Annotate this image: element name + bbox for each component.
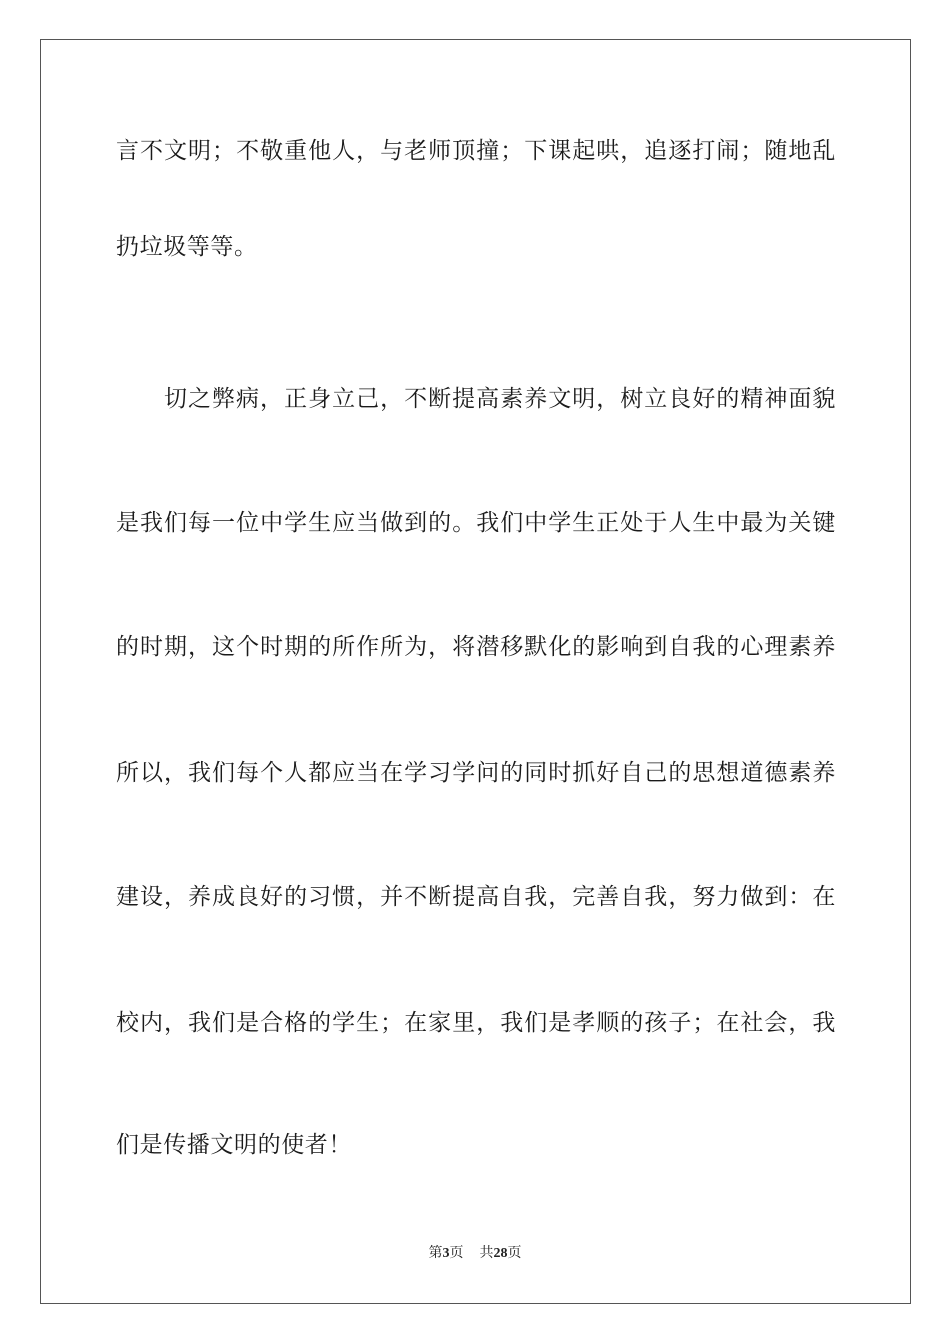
paragraph-line: 言不文明；不敬重他人，与老师顶撞；下课起哄，追逐打闹；随地乱 [116, 138, 836, 164]
total-pages: 28 [493, 1246, 508, 1261]
paragraph-line: 们是传播文明的使者！ [116, 1132, 352, 1158]
paragraph-line: 的时期，这个时期的所作所为，将潜移默化的影响到自我的心理素养 [116, 634, 836, 660]
document-page [40, 39, 911, 1304]
total-prefix: 共 [479, 1245, 494, 1261]
page-prefix: 第 [428, 1245, 443, 1261]
paragraph-line: 扔垃圾等等。 [116, 234, 258, 260]
page-suffix: 页 [449, 1245, 464, 1261]
paragraph-line: 切之弊病，正身立己，不断提高素养文明，树立良好的精神面貌 [164, 386, 836, 412]
paragraph-line: 建设，养成良好的习惯，并不断提高自我，完善自我，努力做到：在 [116, 884, 836, 910]
paragraph-line: 校内，我们是合格的学生；在家里，我们是孝顺的孩子；在社会，我 [116, 1010, 836, 1036]
total-suffix: 页 [507, 1245, 522, 1261]
page-number: 3 [442, 1246, 450, 1261]
paragraph-line: 是我们每一位中学生应当做到的。我们中学生正处于人生中最为关键 [116, 510, 836, 536]
paragraph-line: 所以，我们每个人都应当在学习学问的同时抓好自己的思想道德素养 [116, 760, 836, 786]
page-footer [0, 1244, 950, 1263]
